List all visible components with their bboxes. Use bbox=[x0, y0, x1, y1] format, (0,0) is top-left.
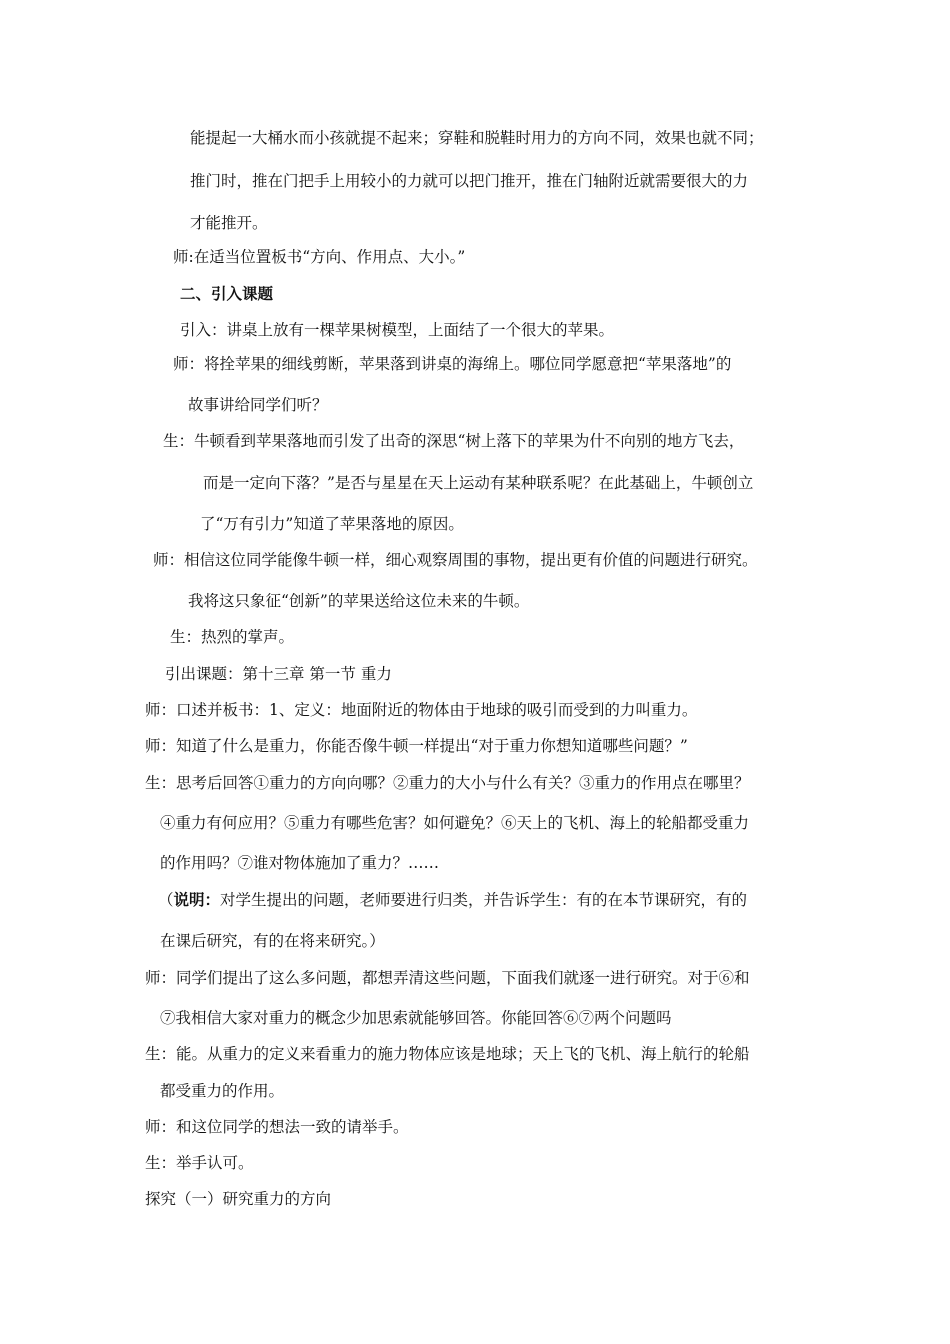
paragraph-line: 探究（一）研究重力的方向 bbox=[145, 1190, 332, 1208]
paragraph-line: 我将这只象征“创新”的苹果送给这位未来的牛顿。 bbox=[188, 592, 530, 610]
paragraph-line: 故事讲给同学们听？ bbox=[188, 396, 328, 414]
open-paren: （ bbox=[158, 891, 174, 909]
paragraph-line: 师：知道了什么是重力，你能否像牛顿一样提出“对于重力你想知道哪些问题？” bbox=[145, 737, 688, 755]
paragraph-line: 引入：讲桌上放有一棵苹果树模型，上面结了一个很大的苹果。 bbox=[180, 321, 615, 339]
paragraph-line: 生：热烈的掌声。 bbox=[170, 628, 295, 646]
paragraph-line: 能提起一大桶水而小孩就提不起来；穿鞋和脱鞋时用力的方向不同，效果也就不同； bbox=[190, 129, 764, 147]
paragraph-line: 师:在适当位置板书“方向、作用点、大小。” bbox=[173, 248, 466, 266]
paragraph-line: 生：牛顿看到苹果落地而引发了出奇的深思“树上落下的苹果为什不向别的地方飞去， bbox=[163, 432, 745, 450]
paragraph-line: 师：同学们提出了这么多问题，都想弄清这些问题，下面我们就逐一进行研究。对于⑥和 bbox=[145, 969, 750, 987]
paragraph-line: ④重力有何应用？⑤重力有哪些危害？如何避免？⑥天上的飞机、海上的轮船都受重力 bbox=[160, 814, 750, 832]
paragraph-line: 才能推开。 bbox=[190, 214, 268, 232]
paragraph-line: 生：思考后回答①重力的方向向哪？②重力的大小与什么有关？③重力的作用点在哪里？ bbox=[145, 774, 750, 792]
paragraph-line: 的作用吗？⑦谁对物体施加了重力？…… bbox=[160, 854, 440, 872]
paragraph-line: 生：举手认可。 bbox=[145, 1154, 254, 1172]
paragraph-line: 而是一定向下落？”是否与星星在天上运动有某种联系呢？在此基础上，牛顿创立 bbox=[203, 474, 754, 492]
paragraph-line: 推门时，推在门把手上用较小的力就可以把门推开，推在门轴附近就需要很大的力 bbox=[190, 172, 749, 190]
paragraph-line: 师：相信这位同学能像牛顿一样，细心观察周围的事物，提出更有价值的问题进行研究。 bbox=[153, 551, 758, 569]
paragraph-line: 生：能。从重力的定义来看重力的施力物体应该是地球；天上飞的飞机、海上航行的轮船 bbox=[145, 1045, 750, 1063]
paragraph-line: 在课后研究，有的在将来研究。） bbox=[160, 932, 385, 950]
paragraph-line bbox=[158, 890, 747, 910]
note-text: 对学生提出的问题，老师要进行归类，并告诉学生：有的在本节课研究，有的 bbox=[220, 891, 748, 909]
section-heading: 二、引入课题 bbox=[180, 284, 274, 303]
paragraph-line: 师：将拴苹果的细线剪断，苹果落到讲桌的海绵上。哪位同学愿意把“苹果落地”的 bbox=[173, 355, 732, 373]
paragraph-line: 引出课题：第十三章 第一节 重力 bbox=[165, 665, 392, 683]
paragraph-line: ⑦我相信大家对重力的概念少加思索就能够回答。你能回答⑥⑦两个问题吗 bbox=[160, 1009, 672, 1027]
paragraph-line: 师：和这位同学的想法一致的请举手。 bbox=[145, 1118, 409, 1136]
paragraph-line: 都受重力的作用。 bbox=[160, 1082, 285, 1100]
paragraph-line: 了“万有引力”知道了苹果落地的原因。 bbox=[200, 515, 464, 533]
paragraph-line: 师：口述并板书：1、定义：地面附近的物体由于地球的吸引而受到的力叫重力。 bbox=[145, 701, 698, 719]
note-label: 说明： bbox=[173, 890, 221, 909]
